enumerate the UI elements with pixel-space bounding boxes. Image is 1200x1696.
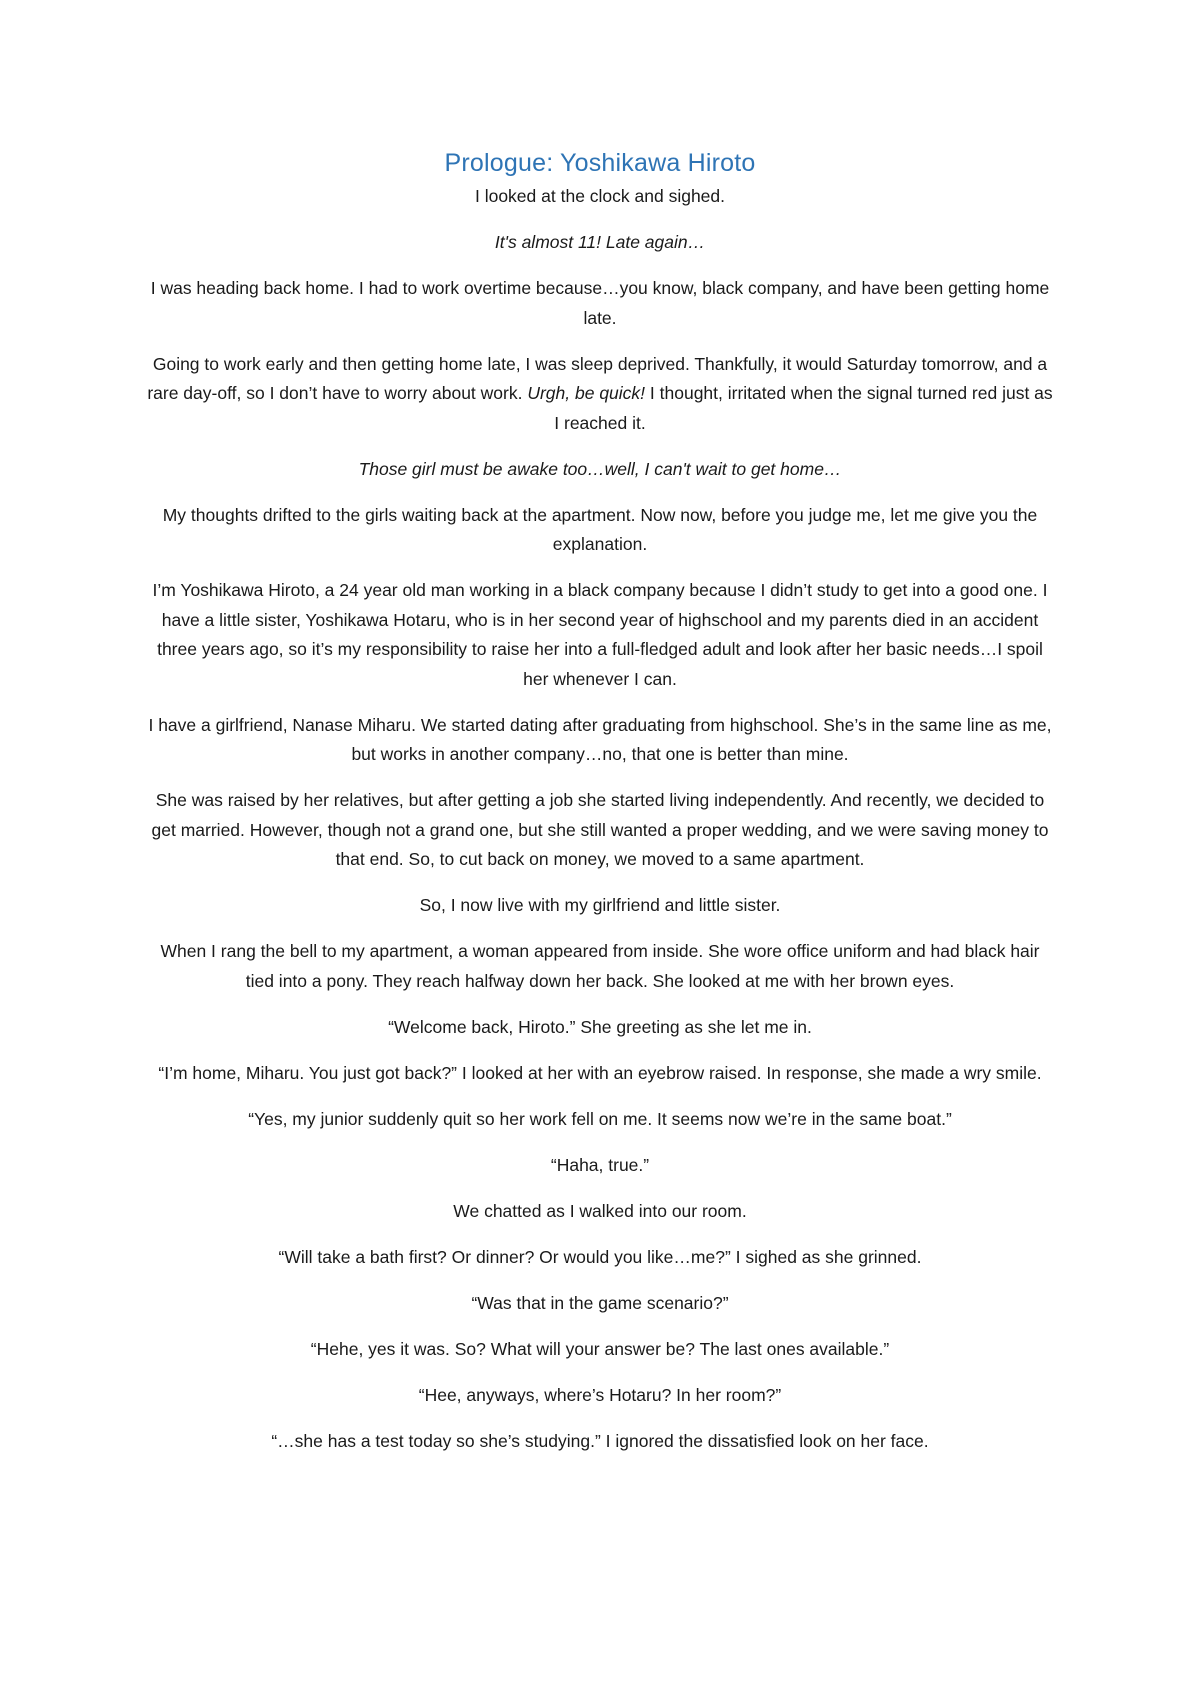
- paragraph: Those girl must be awake too…well, I can't wait to get home…: [358, 458, 842, 479]
- paragraph-list: [145, 182, 1055, 1456]
- paragraph: “Was that in the game scenario?”: [471, 1292, 729, 1313]
- paragraph: I looked at the clock and sighed.: [474, 186, 726, 206]
- paragraph: “Will take a bath first? Or dinner? Or would you like…me?” I sighed as she grinned.: [278, 1246, 922, 1267]
- paragraph: “Welcome back, Hiroto.” She greeting as she let me in.: [388, 1016, 812, 1037]
- text-run: Going to work early and then getting home late, I was sleep deprived. Thankfully, it would Saturday tomorrow, and a rare day-off, so I don’t have to worry about work.: [147, 353, 1048, 403]
- paragraph: I was heading back home. I had to work overtime because…you know, black company, and have been getting home late.: [150, 278, 1050, 328]
- paragraph: She was raised by her relatives, but after getting a job she started living independently. And recently, we decided to get married. However, though not a grand one, but she still wanted a proper wedding, and we were saving money to that end. So, to cut back on money, we moved to a same apartment.: [151, 790, 1049, 869]
- paragraph: When I rang the bell to my apartment, a woman appeared from inside. She wore office uniform and had black hair tied into a pony. They reach halfway down her back. She looked at me with her brown eyes.: [160, 941, 1040, 991]
- paragraph: So, I now live with my girlfriend and little sister.: [419, 895, 781, 915]
- paragraph: I’m Yoshikawa Hiroto, a 24 year old man working in a black company because I didn’t study to get into a good one. I have a little sister, Yoshikawa Hotaru, who is in her second year of highschool and my parents died in an accident three years ago, so it’s my responsibility to raise her into a full-fledged adult and look after her basic needs…I spoil her whenever I can.: [152, 580, 1048, 689]
- paragraph: “Hee, anyways, where’s Hotaru? In her room?”: [418, 1384, 782, 1405]
- paragraph: “I’m home, Miharu. You just got back?” I looked at her with an eyebrow raised. In response, she made a wry smile.: [158, 1062, 1042, 1083]
- text-run: I thought, irritated when the signal turned red just as I reached it.: [554, 383, 1053, 433]
- paragraph: “Haha, true.”: [550, 1154, 650, 1175]
- italic-phrase: Urgh, be quick!: [527, 383, 646, 403]
- document-body: [145, 146, 1055, 1473]
- chapter-title: Prologue: Yoshikawa Hiroto: [444, 149, 756, 177]
- paragraph: “Hehe, yes it was. So? What will your answer be? The last ones available.”: [310, 1338, 890, 1359]
- paragraph: We chatted as I walked into our room.: [453, 1200, 747, 1221]
- paragraph: It's almost 11! Late again…: [494, 232, 706, 252]
- paragraph: My thoughts drifted to the girls waiting back at the apartment. Now now, before you judge me, let me give you the explanation.: [162, 504, 1038, 554]
- paragraph: [145, 350, 1055, 439]
- paragraph: “Yes, my junior suddenly quit so her work fell on me. It seems now we’re in the same boat.”: [248, 1108, 952, 1129]
- paragraph: “…she has a test today so she’s studying.” I ignored the dissatisfied look on her face.: [271, 1430, 929, 1451]
- paragraph: I have a girlfriend, Nanase Miharu. We started dating after graduating from highschool. She’s in the same line as me, but works in another company…no, that one is better than mine.: [148, 714, 1052, 764]
